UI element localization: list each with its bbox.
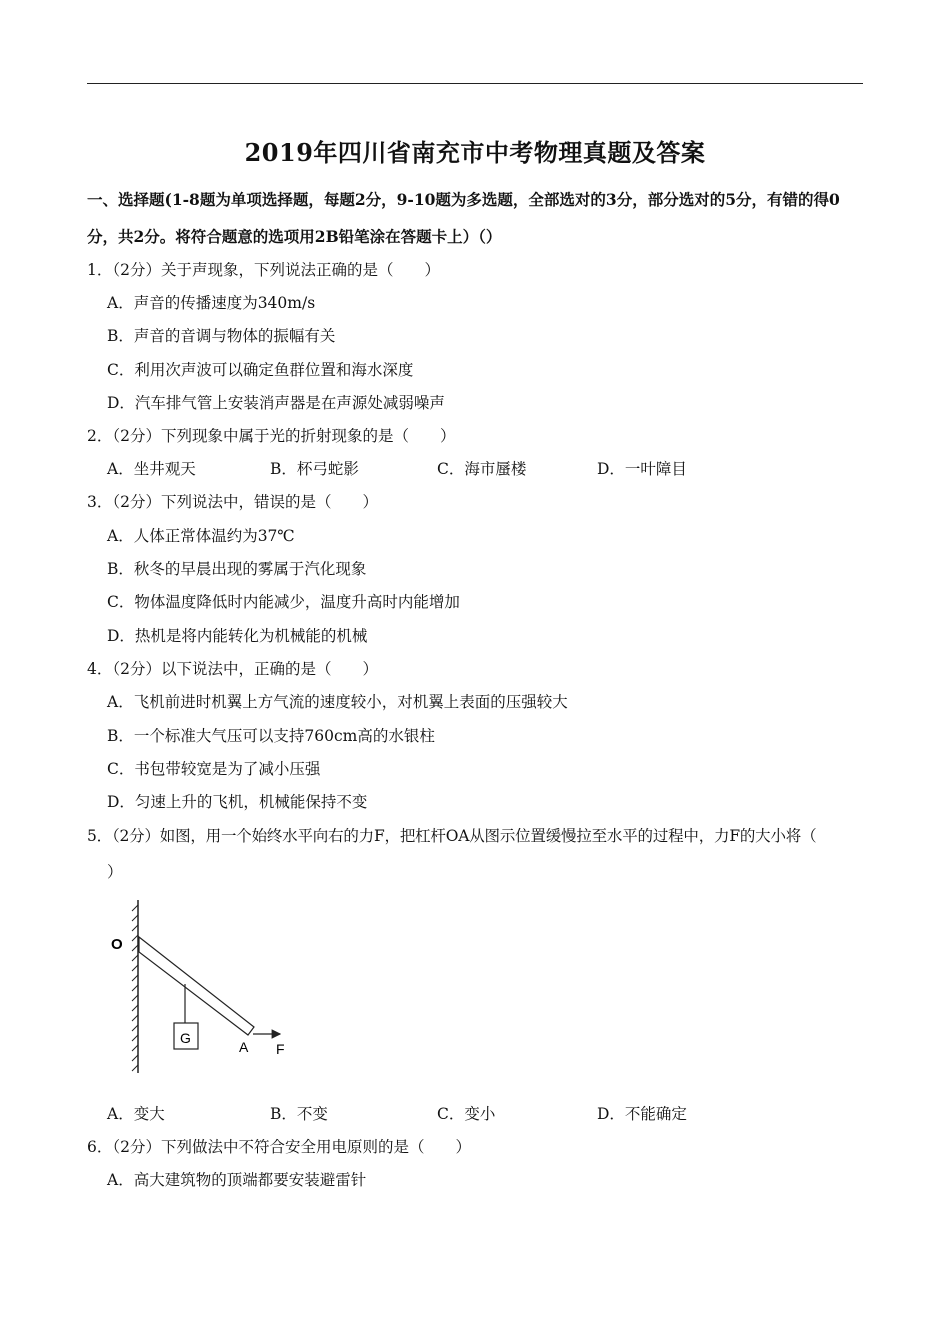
header-rule [87,83,863,84]
question-3-option-b: B．秋冬的早晨出现的雾属于汽化现象 [107,560,367,578]
question-4-stem: 4．（2分）以下说法中，正确的是（ ） [87,660,378,678]
question-4-option-c: C．书包带较宽是为了减小压强 [107,760,321,778]
question-2-option-b: B．杯弓蛇影 [270,460,359,478]
label-o: O [111,936,123,953]
question-3-option-d: D．热机是将内能转化为机械能的机械 [107,627,368,645]
question-1-option-c: C．利用次声波可以确定鱼群位置和海水深度 [107,361,414,379]
question-5-option-a: A．变大 [107,1105,165,1123]
question-4-option-d: D．匀速上升的飞机，机械能保持不变 [107,793,368,811]
question-6-stem: 6．（2分）下列做法中不符合安全用电原则的是（ ） [87,1138,471,1156]
question-2-option-d: D．一叶障目 [597,460,687,478]
section-heading-line2: 分，共2分。将符合题意的选项用2B铅笔涂在答题卡上）（） [87,227,502,246]
question-2-stem: 2．（2分）下列现象中属于光的折射现象的是（ ） [87,427,456,445]
label-g: G [180,1030,191,1046]
question-5-stem-line2: ） [107,863,123,881]
question-4-option-b: B．一个标准大气压可以支持760cm高的水银柱 [107,727,435,745]
question-5-option-b: B．不变 [270,1105,328,1123]
question-1-stem: 1．（2分）关于声现象，下列说法正确的是（ ） [87,261,440,279]
label-f: F [276,1041,285,1057]
question-3-stem: 3．（2分）下列说法中，错误的是（ ） [87,493,378,511]
question-5-option-c: C．变小 [437,1105,496,1123]
wall-hatching [132,905,138,1071]
question-5-option-d: D．不能确定 [597,1105,687,1123]
question-2-option-a: A．坐井观天 [107,460,196,478]
question-1-option-a: A．声音的传播速度为340m/s [107,294,316,312]
question-6-option-a: A．高大建筑物的顶端都要安装避雷针 [107,1171,367,1189]
question-2-option-c: C．海市蜃楼 [437,460,527,478]
question-1-option-b: B．声音的音调与物体的振幅有关 [107,327,336,345]
section-heading-line1: 一、选择题(1-8题为单项选择题，每题2分，9-10题为多选题，全部选对的3分，部分选对的5分，有错的得0 [87,190,840,209]
question-3-option-a: A．人体正常体温约为37℃ [107,527,295,545]
question-1-option-d: D．汽车排气管上安装消声器是在声源处减弱噪声 [107,394,445,412]
lever-bar [139,937,254,1035]
question-3-option-c: C．物体温度降低时内能减少，温度升高时内能增加 [107,593,460,611]
label-a: A [239,1039,249,1055]
lever-diagram [108,895,308,1075]
question-4-option-a: A．飞机前进时机翼上方气流的速度较小，对机翼上表面的压强较大 [107,693,568,711]
question-5-stem-line1: 5．（2分）如图，用一个始终水平向右的力F，把杠杆OA从图示位置缓慢拉至水平的过程中，力F的大小将（ [87,827,817,845]
page-title: 2019年四川省南充市中考物理真题及答案 [244,138,706,167]
